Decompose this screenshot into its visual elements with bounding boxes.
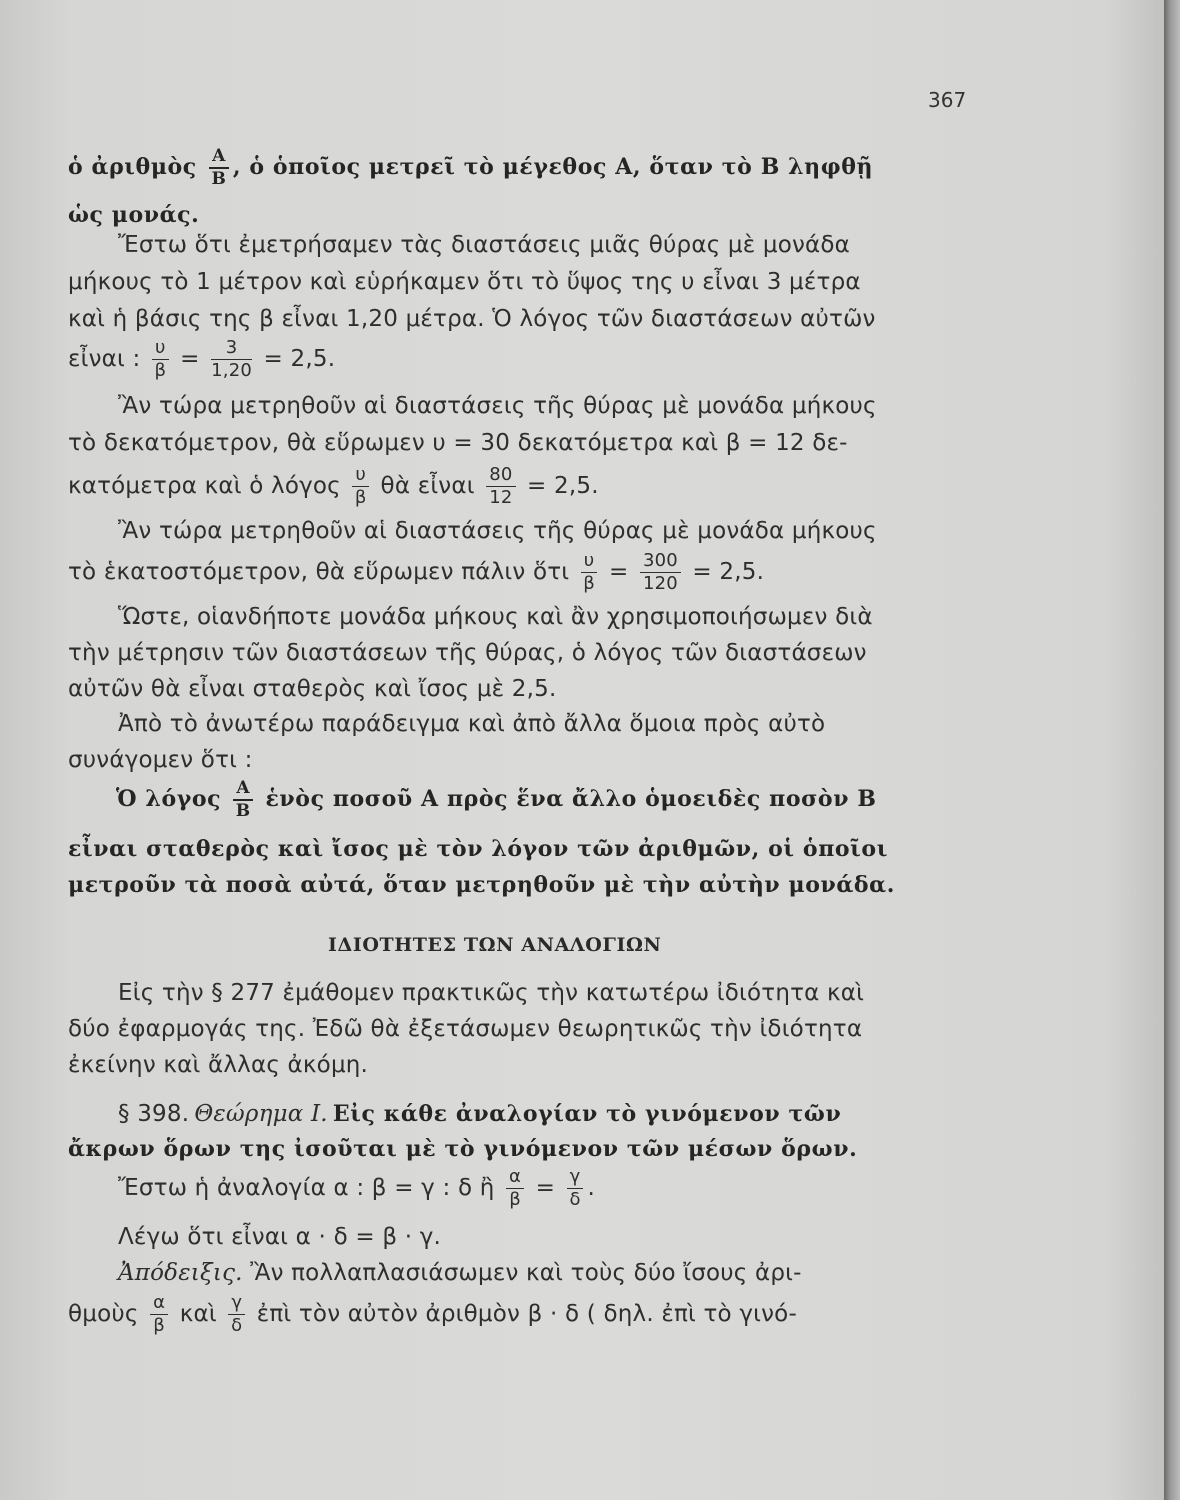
text-fragment: ἑνὸς ποσοῦ Α πρὸς ἕνα ἄλλο ὁμοειδὲς ποσὸν Β: [265, 786, 877, 812]
text-line-27: [118, 1260, 802, 1286]
text-line-6: [68, 339, 335, 380]
text-fragment: Ἂν πολλαπλασιάσωμεν καὶ τοὺς δύο ἴσους ἀρι-: [250, 1260, 802, 1286]
fraction-numerator: υ: [581, 552, 598, 573]
fraction-numerator: α: [506, 1168, 524, 1189]
text-line-26: Λέγω ὅτι εἶναι α · δ = β · γ.: [118, 1224, 442, 1250]
fraction-denominator: β: [153, 1315, 165, 1336]
fraction-a-over-b-proof: [150, 1294, 168, 1335]
page-edge-shadow: [1164, 0, 1180, 1500]
text-line-9: [68, 466, 599, 507]
text-fragment: καὶ: [179, 1301, 217, 1327]
fraction-denominator: B: [211, 169, 227, 189]
page-number: 367: [928, 88, 967, 112]
fraction-denominator: δ: [569, 1189, 581, 1210]
text-line-21: δύο ἐφαρμογάς της. Ἐδῶ θὰ ἐξετάσωμεν θεωρητικῶς τὴν ἰδιότητα: [68, 1016, 863, 1042]
text-line-20: Εἰς τὴν § 277 ἐμάθομεν πρακτικῶς τὴν κατωτέρω ἰδιότητα καὶ: [118, 980, 865, 1006]
theorem-text: Εἰς κάθε ἀναλογίαν τὸ γινόμενον τῶν: [332, 1101, 842, 1127]
text-line-5: καὶ ἡ βάσις της β εἶναι 1,20 μέτρα. Ὁ λόγος τῶν διαστάσεων αὐτῶν: [68, 306, 876, 332]
fraction-3-over-1-20: [211, 339, 252, 380]
text-line-19: μετροῦν τὰ ποσὰ αὐτά, ὅταν μετρηθοῦν μὲ τὴν αὐτὴν μονάδα.: [68, 872, 895, 898]
text-fragment: Ἔστω ἡ ἀναλογία α : β = γ : δ ἢ: [118, 1175, 495, 1201]
equals-sign: =: [180, 346, 200, 372]
section-heading: ΙΔΙΟΤΗΤΕΣ ΤΩΝ ΑΝΑΛΟΓΙΩΝ: [328, 934, 662, 956]
fraction-denominator: β: [154, 360, 167, 381]
text-line-10: Ἂν τώρα μετρηθοῦν αἱ διαστάσεις τῆς θύρας μὲ μονάδα μήκους: [118, 518, 877, 544]
fraction-denominator: δ: [231, 1315, 243, 1336]
proof-label: Ἀπόδειξις.: [118, 1260, 243, 1286]
text-line-17: [116, 780, 877, 820]
text-fragment: Ὁ λόγος: [116, 786, 222, 812]
theorem-line: [118, 1101, 841, 1127]
theorem-label: Θεώρημα Ι.: [194, 1101, 328, 1127]
text-line-3: Ἔστω ὅτι ἐμετρήσαμεν τὰς διαστάσεις μιᾶς θύρας μὲ μονάδα: [118, 232, 851, 258]
text-line-22: ἐκείνην καὶ ἄλλας ἀκόμη.: [68, 1052, 369, 1078]
fraction-a-over-b-lower: [506, 1168, 524, 1209]
fraction-numerator: γ: [567, 1168, 584, 1189]
text-line-15: Ἀπὸ τὸ ἀνωτέρω παράδειγμα καὶ ἀπὸ ἄλλα ὅμοια πρὸς αὐτὸ: [118, 711, 826, 737]
text-fragment: θὰ εἶναι: [380, 473, 475, 499]
text-line-13: τὴν μέτρησιν τῶν διαστάσεων τῆς θύρας, ὁ λόγος τῶν διαστάσεων: [68, 640, 867, 666]
fraction-g-over-d-proof: [228, 1294, 245, 1335]
text-fragment: ὁ ἀριθμὸς: [68, 154, 197, 180]
text-fragment: , ὁ ὁποῖος μετρεῖ τὸ μέγεθος Α, ὅταν τὸ Β ληφθῇ: [232, 154, 874, 180]
fraction-u-over-b: [352, 466, 369, 507]
text-line-7: Ἂν τώρα μετρηθοῦν αἱ διαστάσεις τῆς θύρας μὲ μονάδα μήκους: [118, 393, 877, 419]
fraction-numerator: α: [150, 1294, 168, 1315]
equals-sign: =: [608, 559, 629, 585]
fraction-u-over-b: [152, 339, 169, 380]
text-fragment: τὸ ἑκατοστόμετρον, θὰ εὕρωμεν πάλιν ὅτι: [68, 559, 570, 585]
fraction-denominator: β: [354, 487, 367, 508]
fraction-denominator: 1,20: [211, 360, 253, 381]
text-fragment: εἶναι :: [68, 346, 141, 372]
text-fragment: ἐπὶ τὸν αὐτὸν ἀριθμὸν β · δ ( δηλ. ἐπὶ τὸ γινό-: [256, 1301, 797, 1327]
text-line-14: αὐτῶν θὰ εἶναι σταθερὸς καὶ ἴσος μὲ 2,5.: [68, 676, 557, 702]
text-line-28: [68, 1294, 797, 1335]
fraction-numerator: γ: [228, 1294, 245, 1315]
text-line-11: [68, 552, 764, 593]
fraction-a-over-b: [233, 780, 253, 820]
fraction-80-over-12: [486, 466, 515, 507]
text-fragment: θμοὺς: [68, 1301, 139, 1327]
text-fragment: = 2,5.: [692, 559, 765, 585]
text-fragment: .: [587, 1175, 595, 1201]
fraction-numerator: 300: [640, 552, 681, 573]
text-fragment: = 2,5.: [263, 346, 336, 372]
equals-sign: =: [535, 1175, 556, 1201]
fraction-g-over-d: [567, 1168, 584, 1209]
fraction-u-over-b: [581, 552, 598, 593]
text-line-4: μήκους τὸ 1 μέτρον καὶ εὑρήκαμεν ὅτι τὸ ὕψος της υ εἶναι 3 μέτρα: [68, 269, 861, 295]
text-fragment: = 2,5.: [527, 473, 599, 499]
fraction-denominator: β: [583, 573, 595, 594]
text-line-1: [68, 148, 873, 188]
theorem-line-2: ἄκρων ὅρων της ἰσοῦται μὲ τὸ γινόμενον τῶν μέσων ὅρων.: [68, 1136, 858, 1162]
text-fragment: κατόμετρα καὶ ὁ λόγος: [68, 473, 341, 499]
text-line-8: τὸ δεκατόμετρον, θὰ εὕρωμεν υ = 30 δεκατόμετρα καὶ β = 12 δε-: [68, 430, 848, 456]
fraction-denominator: 120: [642, 573, 678, 594]
fraction-numerator: 3: [211, 339, 252, 360]
text-line-18: εἶναι σταθερὸς καὶ ἴσος μὲ τὸν λόγον τῶν ἀριθμῶν, οἱ ὁποῖοι: [68, 836, 888, 862]
section-number: § 398.: [118, 1101, 190, 1127]
fraction-numerator: υ: [152, 339, 169, 360]
fraction-denominator: B: [235, 801, 251, 821]
fraction-300-over-120: [640, 552, 681, 593]
text-line-25: [118, 1168, 595, 1209]
fraction-numerator: A: [233, 780, 253, 801]
fraction-denominator: β: [509, 1189, 521, 1210]
fraction-numerator: 80: [486, 466, 515, 487]
fraction-numerator: A: [209, 148, 229, 169]
text-line-16: συνάγομεν ὅτι :: [68, 747, 253, 773]
fraction-a-over-b: [209, 148, 229, 188]
fraction-denominator: 12: [489, 487, 513, 508]
text-line-2: ὡς μονάς.: [68, 202, 200, 228]
text-line-12: Ὥστε, οἱανδήποτε μονάδα μήκους καὶ ἂν χρησιμοποιήσωμεν διὰ: [118, 604, 873, 630]
fraction-numerator: υ: [352, 466, 369, 487]
